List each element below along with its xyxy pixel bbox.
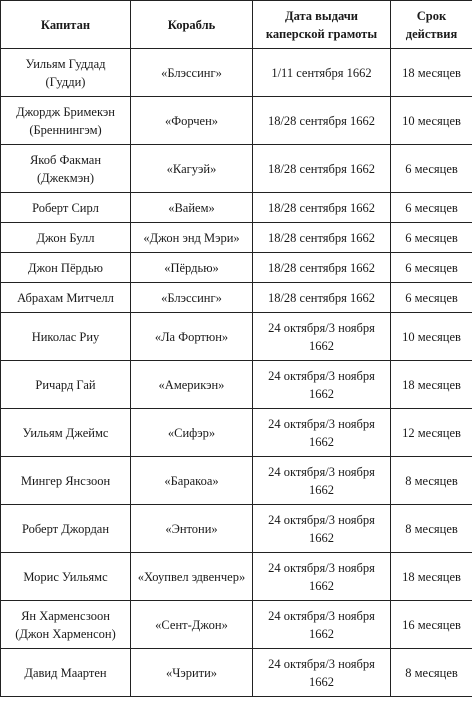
ship-cell: «Энтони» — [131, 505, 253, 553]
table-row — [1, 283, 472, 313]
term-cell: 10 месяцев — [391, 97, 472, 145]
table-row — [1, 361, 472, 409]
term-cell: 6 месяцев — [391, 253, 472, 283]
term-cell: 6 месяцев — [391, 223, 472, 253]
date-cell: 18/28 сентября 1662 — [253, 253, 391, 283]
table-row — [1, 409, 472, 457]
captain-cell: Николас Риу — [1, 313, 131, 361]
captain-cell: Абрахам Митчелл — [1, 283, 131, 313]
ship-cell: «Баракоа» — [131, 457, 253, 505]
column-header-captain: Капитан — [1, 1, 131, 49]
ship-cell: «Блэссинг» — [131, 49, 253, 97]
ship-cell: «Пёрдью» — [131, 253, 253, 283]
ship-cell: «Сент-Джон» — [131, 601, 253, 649]
term-cell: 8 месяцев — [391, 457, 472, 505]
captain-cell: Уильям Джеймс — [1, 409, 131, 457]
term-cell: 18 месяцев — [391, 553, 472, 601]
column-header-ship: Корабль — [131, 1, 253, 49]
term-cell: 6 месяцев — [391, 193, 472, 223]
ship-cell: «Америкэн» — [131, 361, 253, 409]
table-row — [1, 649, 472, 697]
date-cell: 18/28 сентября 1662 — [253, 145, 391, 193]
term-cell: 6 месяцев — [391, 283, 472, 313]
ship-cell: «Кагуэй» — [131, 145, 253, 193]
date-cell: 24 октября/3 ноября 1662 — [253, 553, 391, 601]
captain-cell: Давид Маартен — [1, 649, 131, 697]
ship-cell: «Блэссинг» — [131, 283, 253, 313]
date-cell: 24 октября/3 ноября 1662 — [253, 505, 391, 553]
table-row — [1, 553, 472, 601]
ship-cell: «Ла Фортюн» — [131, 313, 253, 361]
table-row — [1, 97, 472, 145]
ship-cell: «Вайем» — [131, 193, 253, 223]
captain-cell: Джон Пёрдью — [1, 253, 131, 283]
term-cell: 18 месяцев — [391, 49, 472, 97]
date-cell: 18/28 сентября 1662 — [253, 193, 391, 223]
table-row — [1, 457, 472, 505]
ship-cell: «Джон энд Мэри» — [131, 223, 253, 253]
captain-cell: Уильям Гуддад (Гудди) — [1, 49, 131, 97]
table-row — [1, 193, 472, 223]
column-header-date: Дата выдачи каперской грамоты — [253, 1, 391, 49]
table-row — [1, 601, 472, 649]
date-cell: 18/28 сентября 1662 — [253, 283, 391, 313]
date-cell: 18/28 сентября 1662 — [253, 223, 391, 253]
date-cell: 24 октября/3 ноября 1662 — [253, 457, 391, 505]
term-cell: 8 месяцев — [391, 649, 472, 697]
ship-cell: «Форчен» — [131, 97, 253, 145]
table-row — [1, 505, 472, 553]
table-row — [1, 145, 472, 193]
captain-cell: Джордж Бримекэн (Бреннингэм) — [1, 97, 131, 145]
captain-cell: Роберт Джордан — [1, 505, 131, 553]
table-row — [1, 253, 472, 283]
ship-cell: «Чэрити» — [131, 649, 253, 697]
header-row — [1, 1, 472, 49]
date-cell: 24 октября/3 ноября 1662 — [253, 313, 391, 361]
date-cell: 18/28 сентября 1662 — [253, 97, 391, 145]
captain-cell: Джон Булл — [1, 223, 131, 253]
captain-cell: Роберт Сирл — [1, 193, 131, 223]
term-cell: 8 месяцев — [391, 505, 472, 553]
table-row — [1, 223, 472, 253]
table-row — [1, 313, 472, 361]
captain-cell: Мингер Янсзоон — [1, 457, 131, 505]
captain-cell: Ян Харменсзоон (Джон Харменсон) — [1, 601, 131, 649]
ship-cell: «Хоупвел эдвенчер» — [131, 553, 253, 601]
term-cell: 10 месяцев — [391, 313, 472, 361]
captain-cell: Ричард Гай — [1, 361, 131, 409]
column-header-term: Срок действия — [391, 1, 472, 49]
captain-cell: Якоб Факман (Джекмэн) — [1, 145, 131, 193]
captain-cell: Морис Уильямс — [1, 553, 131, 601]
table-row — [1, 49, 472, 97]
ship-cell: «Сифэр» — [131, 409, 253, 457]
date-cell: 1/11 сентября 1662 — [253, 49, 391, 97]
date-cell: 24 октября/3 ноября 1662 — [253, 361, 391, 409]
date-cell: 24 октября/3 ноября 1662 — [253, 409, 391, 457]
date-cell: 24 октября/3 ноября 1662 — [253, 601, 391, 649]
term-cell: 18 месяцев — [391, 361, 472, 409]
date-cell: 24 октября/3 ноября 1662 — [253, 649, 391, 697]
term-cell: 6 месяцев — [391, 145, 472, 193]
term-cell: 16 месяцев — [391, 601, 472, 649]
term-cell: 12 месяцев — [391, 409, 472, 457]
